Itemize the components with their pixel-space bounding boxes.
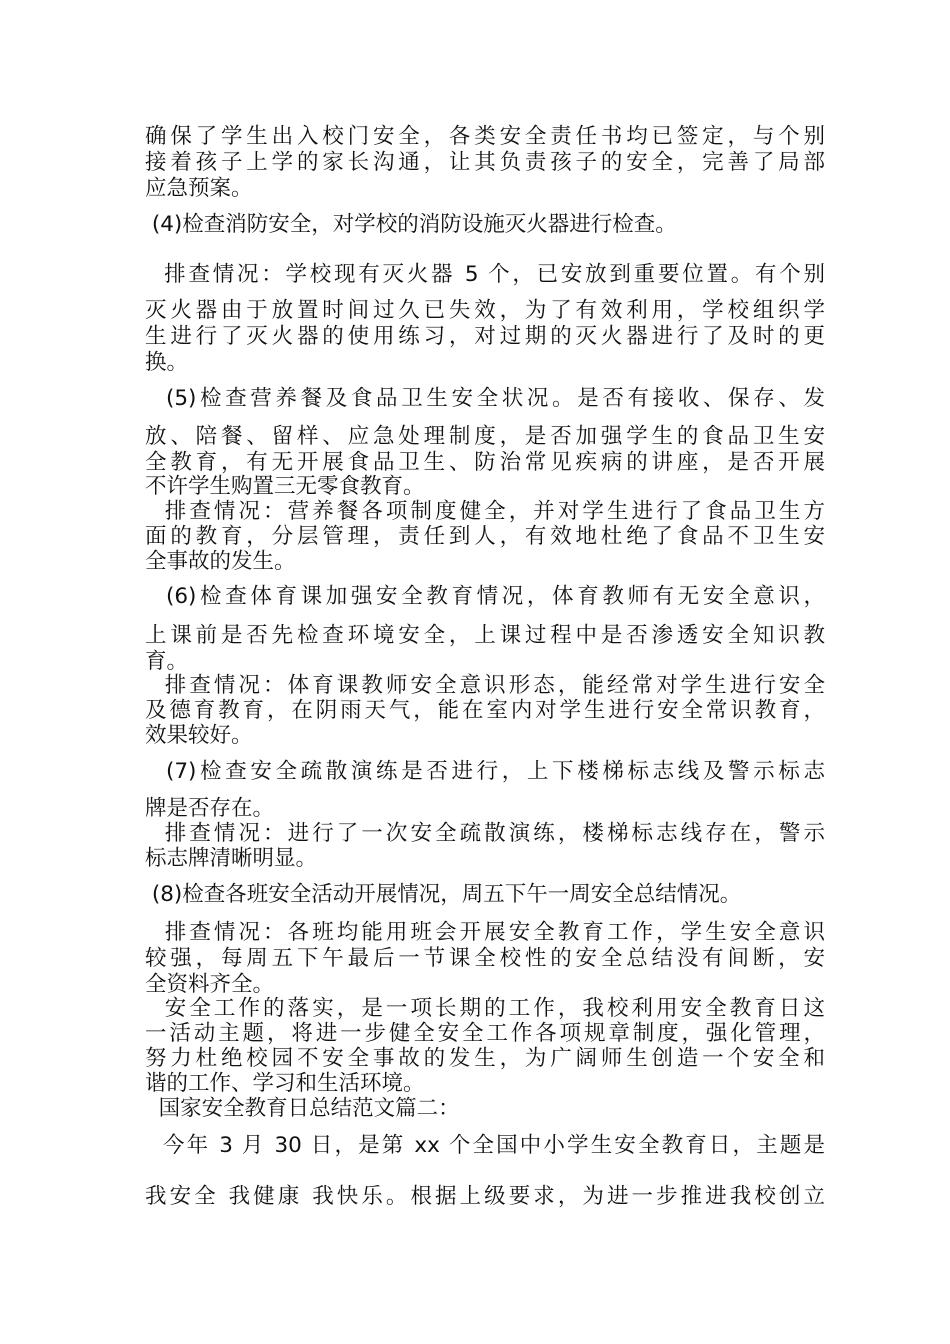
text-line: 努力杜绝校园不安全事故的发生，为广阔师生创造一个安全和 xyxy=(145,1046,825,1071)
text-line: 排查情况：体育课教师安全意识形态，能经常对学生进行安全 xyxy=(145,673,825,698)
text-line: 谐的工作、学习和生活环境。 xyxy=(145,1071,425,1096)
text-line: 育。 xyxy=(145,649,189,674)
text-line: 面的教育，分层管理，责任到人，有效地杜绝了食品不卫生安 xyxy=(145,524,825,549)
text-line: 及德育教育，在阴雨天气，能在室内对学生进行安全常识教育， xyxy=(145,698,825,723)
text-line: 国家安全教育日总结范文篇二： xyxy=(145,1096,460,1121)
text-line: 灭火器由于放置时间过久已失效，为了有效利用，学校组织学 xyxy=(145,298,825,323)
text-line: 生进行了灭火器的使用练习，对过期的灭火器进行了及时的更 xyxy=(145,324,825,349)
text-line: 全资料齐全。 xyxy=(145,972,275,997)
text-line: (4)检查消防安全，对学校的消防设施灭火器进行检查。 xyxy=(145,212,677,237)
text-line: 牌是否存在。 xyxy=(145,796,275,821)
text-line: 今年 3 月 30 日，是第 xx 个全国中小学生安全教育日，主题是 xyxy=(145,1133,825,1158)
text-line: 我安全 我健康 我快乐。根据上级要求，为进一步推进我校创立 xyxy=(145,1184,825,1209)
text-line: 上课前是否先检查环境安全，上课过程中是否渗透安全知识教 xyxy=(145,623,825,648)
text-line: 全事故的发生。 xyxy=(145,549,296,574)
text-line: 排查情况：学校现有灭火器 5 个，已安放到重要位置。有个别 xyxy=(145,262,825,287)
text-line: 排查情况：营养餐各项制度健全，并对学生进行了食品卫生方 xyxy=(145,499,825,524)
text-line: 标志牌清晰明显。 xyxy=(145,846,318,871)
text-line: (5)检查营养餐及食品卫生安全状况。是否有接收、保存、发 xyxy=(145,386,825,411)
text-line: 较强，每周五下午最后一节课全校性的安全总结没有间断，安 xyxy=(145,946,825,971)
text-line: 排查情况：各班均能用班会开展安全教育工作，学生安全意识 xyxy=(145,920,825,945)
text-line: 安全工作的落实，是一项长期的工作，我校利用安全教育日这 xyxy=(145,996,825,1021)
text-line: (7)检查安全疏散演练是否进行，上下楼梯标志线及警示标志 xyxy=(145,759,825,784)
text-line: 应急预案。 xyxy=(145,176,253,201)
text-line: (6)检查体育课加强安全教育情况，体育教师有无安全意识， xyxy=(145,584,825,609)
text-line: 换。 xyxy=(145,350,189,375)
text-line: 接着孩子上学的家长沟通，让其负责孩子的安全，完善了局部 xyxy=(145,150,825,175)
text-line: (8)检查各班安全活动开展情况，周五下午一周安全总结情况。 xyxy=(145,882,742,907)
text-line: 一活动主题，将进一步健全安全工作各项规章制度，强化管理， xyxy=(145,1021,825,1046)
text-line: 确保了学生出入校门安全，各类安全责任书均已签定，与个别 xyxy=(145,124,825,149)
text-line: 放、陪餐、留样、应急处理制度，是否加强学生的食品卫生安 xyxy=(145,424,825,449)
text-line: 排查情况：进行了一次安全疏散演练，楼梯标志线存在，警示 xyxy=(145,821,825,846)
text-line: 效果较好。 xyxy=(145,723,253,748)
text-line: 全教育，有无开展食品卫生、防治常见疾病的讲座，是否开展 xyxy=(145,450,825,475)
text-line: 不许学生购置三无零食教育。 xyxy=(145,474,425,499)
